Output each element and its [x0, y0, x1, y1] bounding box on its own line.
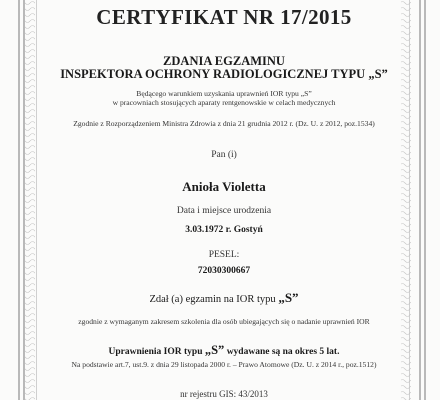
- exam-result: [48, 290, 400, 306]
- pesel-value: 72030300667: [197, 266, 251, 276]
- exam-heading-type: INSPEKTORA OCHRONY RADIOLOGICZNEJ TYPU „S”: [60, 67, 388, 81]
- exam-heading: ZDANIA EGZAMINU: [163, 54, 285, 68]
- holder-name: Anioła Violetta: [182, 179, 266, 194]
- regulation-note: Zgodnie z Rozporządzeniem Ministra Zdrowia z dnia 21 grudnia 2012 r. (Dz. U. z 2012, poz.1534): [73, 119, 375, 128]
- validity-suffix: wydawane są na okres 5 lat.: [226, 347, 340, 357]
- legal-basis-note: Na podstawie art.7, ust.9. z dnia 29 listopada 2000 r. – Prawo Atomowe (Dz. U. z 2014 r., poz.1512): [71, 360, 377, 369]
- condition-line-1: Będącego warunkiem uzyskania uprawnień IOR typu „S”: [136, 89, 312, 98]
- validity-type: „S”: [204, 343, 225, 357]
- certificate-content: [48, 0, 400, 400]
- training-scope-note: zgodnie z wymaganym zakresem szkolenia dla osób ubiegających się o nadanie uprawnień IOR: [78, 317, 370, 326]
- birth-label: Data i miejsce urodzenia: [176, 206, 272, 216]
- certificate-title: CERTYFIKAT NR 17/2015: [96, 5, 352, 29]
- register-number: nr rejestru GIS: 43/2013: [180, 389, 268, 399]
- condition-line-2: w pracowniach stosujących aparaty rentgenowskie w celach medycznych: [112, 98, 336, 107]
- validity-prefix: Uprawnienia IOR typu: [108, 347, 203, 357]
- birth-value: 3.03.1972 r. Gostyń: [185, 225, 263, 235]
- exam-result-type: „S”: [278, 290, 299, 305]
- pesel-label: PESEL:: [208, 250, 240, 260]
- salutation: Pan (i): [211, 150, 237, 160]
- validity-statement: [48, 343, 400, 358]
- exam-result-text: Zdał (a) egzamin na IOR typu: [149, 294, 276, 305]
